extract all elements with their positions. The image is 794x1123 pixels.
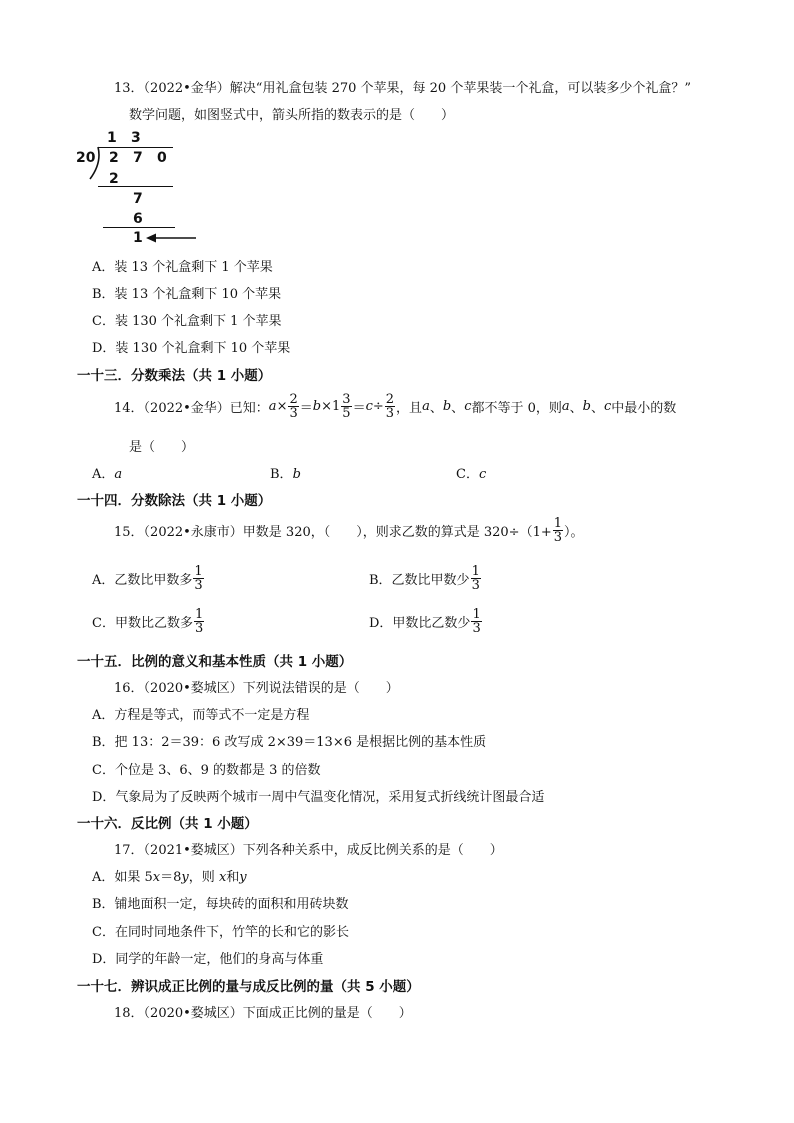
division-bracket (88, 145, 102, 183)
denominator: 3 (194, 620, 204, 636)
section-heading: 一十六．反比例（共 1 小题） (77, 816, 258, 832)
var-c: c (464, 398, 472, 414)
fraction (471, 565, 481, 592)
subtract-step: 2 (109, 171, 119, 187)
numerator: 3 (342, 391, 351, 407)
q15-option-a[interactable] (92, 558, 205, 598)
option-text: A．如果 5 (92, 870, 153, 885)
q13-option-c[interactable]: C．装 130 个礼盒剩下 1 个苹果 (92, 314, 282, 329)
denominator: 3 (472, 620, 481, 636)
arrow-left-icon (144, 231, 198, 245)
times-sign: × (276, 398, 288, 414)
option-label: A．乙数比甲数多 (92, 572, 193, 588)
q16-option-b[interactable]: B．把 13：2＝39：6 改写成 2×39＝13×6 是根据比例的基本性质 (92, 735, 487, 750)
quotient-digit: 3 (131, 130, 141, 146)
numerator: 2 (385, 391, 395, 407)
mixed-whole: 1 (332, 398, 341, 414)
q18-stem: 18．（2020•婺城区）下面成正比例的量是（ ） (114, 1006, 412, 1021)
var-x: x (218, 870, 227, 885)
q13-option-a[interactable]: A．装 13 个礼盒剩下 1 个苹果 (92, 260, 273, 275)
q14-text: 、 (429, 400, 443, 416)
var-c: c (478, 467, 487, 482)
numerator: 1 (471, 563, 480, 579)
divide-sign: ÷ (372, 398, 384, 414)
dividend-digit: 0 (157, 150, 167, 166)
var-b: b (292, 467, 301, 482)
q16-option-c[interactable]: C．个位是 3、6、9 的数都是 3 的倍数 (92, 763, 321, 778)
var-a: a (268, 398, 277, 414)
numerator: 1 (194, 563, 203, 579)
var-a: a (561, 398, 570, 414)
q16-option-a[interactable]: A．方程是等式，而等式不一定是方程 (92, 708, 310, 723)
division-bar (98, 147, 173, 148)
times-sign: × (321, 398, 332, 414)
section-heading: 一十五．比例的意义和基本性质（共 1 小题） (77, 654, 353, 670)
denominator: 3 (471, 577, 480, 593)
denominator: 3 (194, 577, 203, 593)
dividend-digit: 7 (133, 150, 143, 166)
divisor: 20 (76, 150, 96, 166)
equals-sign: ＝ (299, 400, 313, 416)
fraction (385, 393, 395, 420)
division-line (103, 227, 175, 228)
dividend-digit: 2 (109, 150, 119, 166)
fraction (471, 608, 481, 635)
numerator: 1 (194, 606, 204, 622)
q17-option-c[interactable]: C．在同时同地条件下，竹竿的长和它的影长 (92, 925, 349, 940)
q14-stem-line1 (114, 386, 676, 426)
q13-option-b[interactable]: B．装 13 个礼盒剩下 10 个苹果 (92, 287, 282, 302)
var-y: y (181, 870, 189, 885)
denominator: 3 (289, 405, 298, 421)
q15-option-b[interactable] (369, 558, 482, 598)
option-text: 和 (226, 870, 240, 885)
q17-option-d[interactable]: D．同学的年龄一定，他们的身高与体重 (92, 952, 324, 967)
var-a: a (114, 467, 123, 482)
q14-text: ，且 (396, 400, 423, 416)
var-a: a (422, 398, 430, 414)
option-label: C．甲数比乙数多 (92, 615, 193, 631)
q15-option-d[interactable] (369, 601, 483, 641)
q14-text: 、 (569, 400, 583, 416)
var-y: y (239, 870, 247, 885)
division-line (98, 186, 173, 187)
q14-text: 、 (451, 400, 465, 416)
fraction (341, 393, 351, 420)
q14-option-a[interactable] (92, 463, 122, 482)
denominator: 5 (342, 405, 351, 421)
numerator: 2 (289, 391, 298, 407)
q15-option-c[interactable] (92, 601, 205, 641)
q14-stem-line2: 是（ ） (129, 440, 195, 455)
option-label: B． (270, 467, 293, 482)
q15-stem (114, 510, 584, 550)
numerator: 1 (553, 515, 563, 531)
q17-stem: 17．（2021•婺城区）下列各种关系中，成反比例关系的是（ ） (114, 843, 503, 858)
fraction (553, 517, 563, 544)
fraction (193, 565, 203, 592)
q16-option-d[interactable]: D．气象局为了反映两个城市一周中气温变化情况，采用复式折线统计图最合适 (92, 790, 545, 805)
numerator: 1 (472, 606, 481, 622)
q14-option-b[interactable] (270, 463, 301, 482)
q14-text: 、 (590, 400, 604, 416)
q13-option-d[interactable]: D．装 130 个礼盒剩下 10 个苹果 (92, 341, 291, 356)
option-label: A． (92, 467, 115, 482)
section-heading: 一十三．分数乘法（共 1 小题） (77, 368, 272, 384)
var-b: b (442, 398, 452, 414)
q17-option-a[interactable] (92, 866, 247, 885)
quotient-digit: 1 (107, 130, 117, 146)
subtract-step: 6 (133, 211, 143, 227)
var-c: c (365, 398, 373, 414)
fraction (288, 393, 298, 420)
denominator: 3 (553, 529, 563, 545)
bring-down-step: 7 (133, 191, 143, 207)
option-text: ，则 (188, 870, 215, 885)
option-label: D．甲数比乙数少 (369, 615, 471, 631)
var-x: x (152, 870, 161, 885)
section-heading: 一十七．辨识成正比例的量与成反比例的量（共 5 小题） (77, 979, 420, 995)
section-heading: 一十四．分数除法（共 1 小题） (77, 493, 272, 509)
fraction (194, 608, 204, 635)
denominator: 3 (385, 405, 395, 421)
var-b: b (312, 398, 322, 414)
q15-prefix: 15．（2022•永康市）甲数是 320，（ ），则求乙数的算式是 320÷（1+ (114, 524, 552, 540)
q13-stem-line1: 13．（2022•金华）解决“用礼盒包装 270 个苹果，每 20 个苹果装一个礼盒，可以装多少个礼盒？” (114, 81, 691, 96)
q14-text: 中最小的数 (611, 400, 677, 416)
option-label: B．乙数比甲数少 (369, 572, 470, 588)
remainder: 1 (133, 230, 143, 246)
q13-stem-line2: 数学问题，如图竖式中，箭头所指的数表示的是（ ） (129, 108, 455, 123)
q14-prefix: 14．（2022•金华）已知： (114, 400, 269, 416)
option-label: C． (456, 467, 479, 482)
q14-text: 都不等于 0，则 (471, 400, 562, 416)
equals-sign: ＝ (352, 400, 366, 416)
q16-stem: 16．（2020•婺城区）下列说法错误的是（ ） (114, 681, 399, 696)
var-c: c (604, 398, 612, 414)
option-text: ＝8 (160, 870, 182, 885)
q17-option-b[interactable]: B．铺地面积一定，每块砖的面积和用砖块数 (92, 897, 349, 912)
var-b: b (582, 398, 591, 414)
q15-suffix: ）。 (564, 524, 584, 540)
q14-option-c[interactable] (456, 463, 486, 482)
